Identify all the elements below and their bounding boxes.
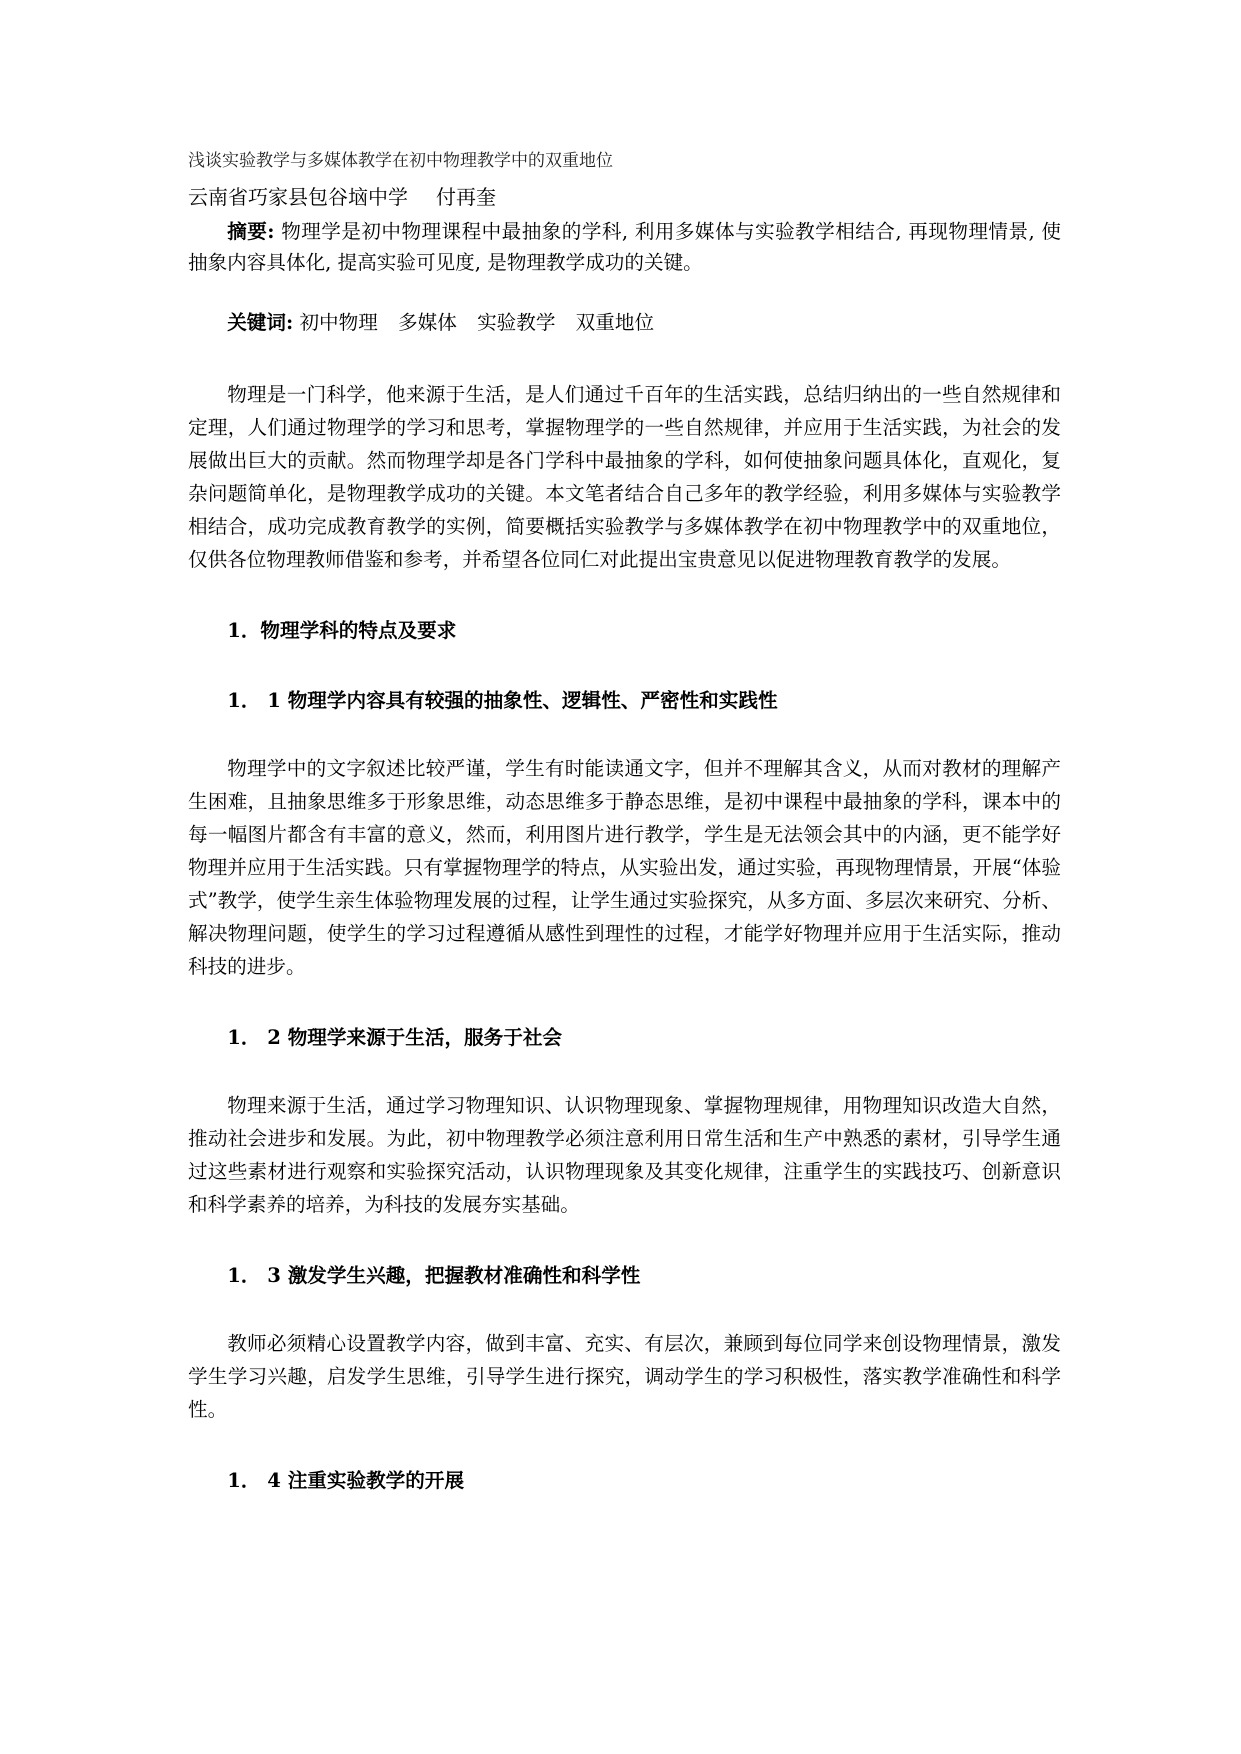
section-paragraph-1-1: 物理学中的文字叙述比较严谨，学生有时能读通文字，但并不理解其含义，从而对教材的理解产生困难，且抽象思维多于形象思维，动态思维多于静态思维，是初中课程中最抽象的学科，课本中的每一幅图片都含有丰富的意义，然而，利用图片进行教学，学生是无法领会其中的内涵，更不能学好物理并应用于生活实践。只有掌握物理学的特点，从实验出发，通过实验，再现物理情景，开展“体验式”教学，使学生亲生体验物理发展的过程，让学生通过实验探究，从多方面、多层次来研究、分析、解决物理问题，使学生的学习过程遵循从感性到理性的过程，才能学好物理并应用于生活实际，推动科技的进步。 [188,757,1061,978]
section-heading-1-3: 1． 3 激发学生兴趣，把握教材准确性和科学性 [227,1264,641,1287]
author-name: 付再奎 [436,185,496,209]
author-school: 云南省巧家县包谷垴中学 [188,185,408,209]
section-heading-1-1: 1． 1 物理学内容具有较强的抽象性、逻辑性、严密性和实践性 [227,689,778,712]
author-line [188,184,1061,210]
section-paragraph-1-2: 物理来源于生活，通过学习物理知识、认识物理现象、掌握物理规律，用物理知识改造大自然，推动社会进步和发展。为此，初中物理教学必须注意利用日常生活和生产中熟悉的素材，引导学生通过这些素材进行观察和实验探究活动，认识物理现象及其变化规律，注重学生的实践技巧、创新意识和科学素养的培养，为科技的发展夯实基础。 [188,1094,1061,1216]
keywords-label: 关键词: [227,311,294,334]
keyword-item: 多媒体 [398,311,457,334]
section-heading-1-4: 1． 4 注重实验教学的开展 [227,1469,465,1492]
section-heading-1: 1．物理学科的特点及要求 [227,619,457,642]
section-heading-1-2: 1． 2 物理学来源于生活，服务于社会 [227,1026,563,1049]
document-title: 浅谈实验教学与多媒体教学在初中物理教学中的双重地位 [188,151,613,171]
intro-paragraph: 物理是一门科学，他来源于生活，是人们通过千百年的生活实践，总结归纳出的一些自然规律和定理，人们通过物理学的学习和思考，掌握物理学的一些自然规律，并应用于生活实践，为社会的发展做出巨大的贡献。然而物理学却是各门学科中最抽象的学科，如何使抽象问题具体化，直观化，复杂问题简单化，是物理教学成功的关键。本文笔者结合自己多年的教学经验，利用多媒体与实验教学相结合，成功完成教育教学的实例，简要概括实验教学与多媒体教学在初中物理教学中的双重地位，仅供各位物理教师借鉴和参考，并希望各位同仁对此提出宝贵意见以促进物理教育教学的发展。 [188,383,1061,571]
keyword-item: 初中物理 [299,311,378,334]
keyword-item: 双重地位 [575,311,655,334]
keywords-line [188,308,1061,338]
abstract-label: 摘要: [227,220,275,243]
keyword-item: 实验教学 [477,311,556,334]
section-paragraph-1-3: 教师必须精心设置教学内容，做到丰富、充实、有层次，兼顾到每位同学来创设物理情景，激发学生学习兴趣，启发学生思维，引导学生进行探究，调动学生的学习积极性，落实教学准确性和科学性。 [188,1332,1061,1421]
abstract-paragraph [188,216,1061,278]
abstract-text: 物理学是初中物理课程中最抽象的学科, 利用多媒体与实验教学相结合, 再现物理情景, 使抽象内容具体化, 提高实验可见度, 是物理教学成功的关键。 [188,220,1061,274]
